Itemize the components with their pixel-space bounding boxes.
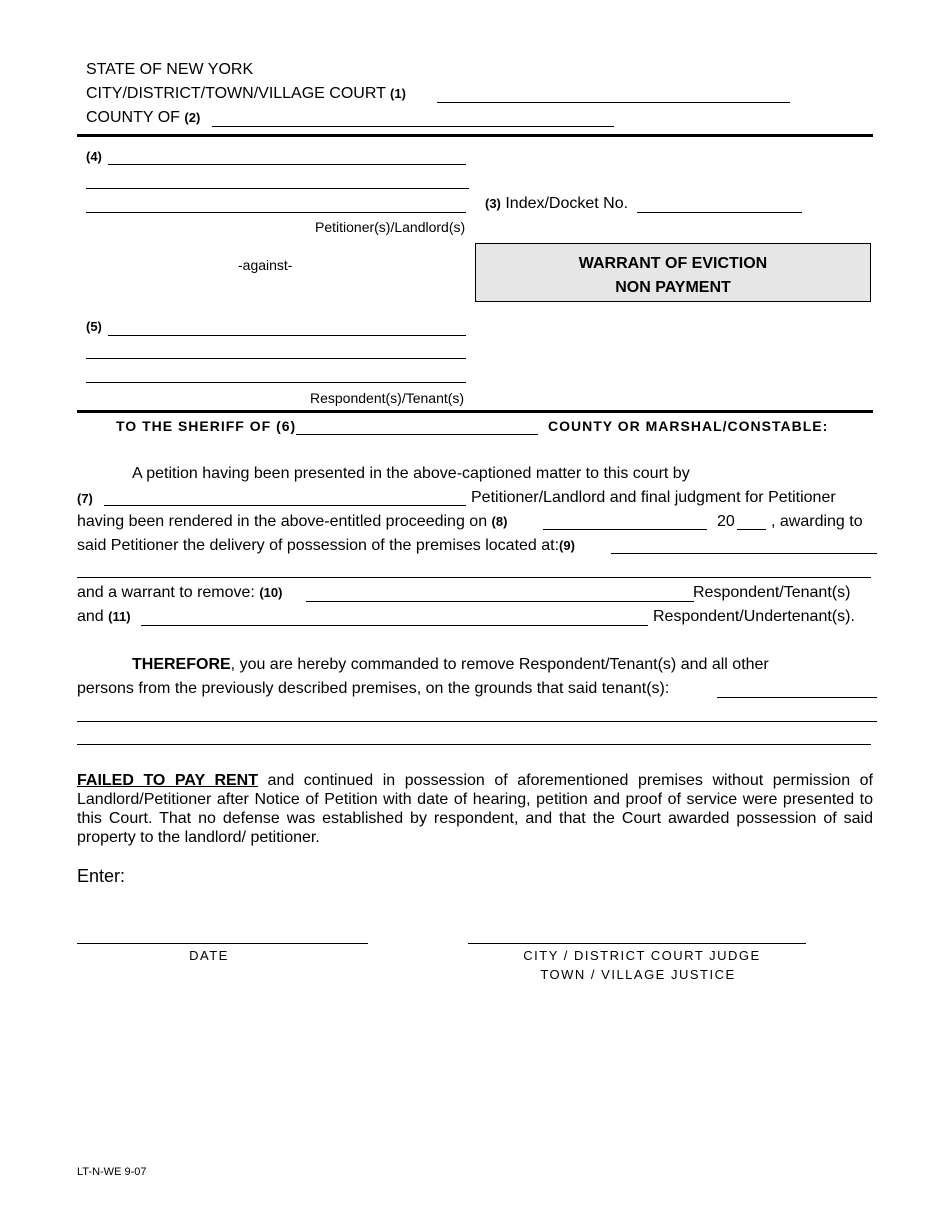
and-label: and <box>77 608 104 625</box>
field-number-3: (3) <box>485 196 501 211</box>
therefore-text: , you are hereby commanded to remove Respondent/Tenant(s) and all other <box>230 656 769 673</box>
document-title-box <box>475 243 871 302</box>
county-label: COUNTY OF <box>86 109 180 126</box>
document-subtitle: NON PAYMENT <box>615 279 731 296</box>
grounds-input-line-2[interactable] <box>77 721 877 722</box>
therefore-bold: THEREFORE <box>132 656 231 673</box>
failed-to-pay-heading: FAILED TO PAY RENT <box>77 772 258 789</box>
court-label: CITY/DISTRICT/TOWN/VILLAGE COURT <box>86 85 386 102</box>
respondent-input-line-2[interactable] <box>86 358 466 359</box>
petitioner-name-input-line[interactable] <box>104 505 466 506</box>
county-heading <box>86 109 200 127</box>
index-label: Index/Docket No. <box>505 195 629 212</box>
field-number-2: (2) <box>184 110 201 125</box>
against-label: -against- <box>238 257 293 273</box>
field-number-1: (1) <box>390 86 406 101</box>
sheriff-county-input-line[interactable] <box>296 434 538 435</box>
enter-label: Enter: <box>77 866 126 886</box>
document-title: WARRANT OF EVICTION <box>578 255 768 272</box>
persons-text: persons from the previously described premises, on the grounds that said tenant(s): <box>77 680 670 697</box>
warrant-label: and a warrant to remove: <box>77 584 255 601</box>
grounds-input-line-3[interactable] <box>77 744 871 745</box>
field-number-7: (7) <box>77 491 93 506</box>
sheriff-label: TO THE SHERIFF OF <box>116 418 272 434</box>
undertenant-input-line[interactable] <box>141 625 648 626</box>
respondent-input-line-3[interactable] <box>86 382 466 383</box>
field-number-6: (6) <box>276 418 297 434</box>
field-number-8: (8) <box>491 514 508 529</box>
year-prefix: 20 <box>717 513 735 530</box>
rendered-text <box>77 513 507 531</box>
awarding-text: , awarding to <box>771 513 863 530</box>
petitioner-input-line-3[interactable] <box>86 212 466 213</box>
warrant-text <box>77 584 282 602</box>
field-number-9: (9) <box>559 538 575 553</box>
county-input-line[interactable] <box>212 126 614 127</box>
petitioner-input-line-1[interactable] <box>108 164 466 165</box>
field-number-5: (5) <box>86 319 102 334</box>
caption-divider <box>77 410 873 413</box>
undertenant-text: Respondent/Undertenant(s). <box>653 608 855 625</box>
judge-signature-line[interactable] <box>468 943 806 944</box>
grounds-input-line-1[interactable] <box>717 697 877 698</box>
state-heading: STATE OF NEW YORK <box>86 61 254 78</box>
respondent-tenant-text: Respondent/Tenant(s) <box>693 584 851 601</box>
court-input-line[interactable] <box>437 102 790 103</box>
field-number-4: (4) <box>86 149 102 164</box>
index-input-line[interactable] <box>637 212 802 213</box>
sheriff-prefix <box>116 418 296 434</box>
failed-to-pay-text: and continued in possession of aforementioned premises without permission of Landlord/Petitioner after Notice of Petition with date of hearing, petition and proof of service were presented to this Court. That no defense was established by respondent, and that the Court awarded possession of said property to the landlord/ petitioner. <box>77 772 873 846</box>
undertenant-prefix <box>77 608 131 626</box>
court-heading <box>86 85 406 103</box>
failed-to-pay-paragraph <box>77 771 873 847</box>
field-number-11: (11) <box>108 609 131 624</box>
respondent-tenant-input-line[interactable] <box>306 601 694 602</box>
respondent-label: Respondent(s)/Tenant(s) <box>310 390 465 406</box>
premises-text <box>77 537 575 555</box>
index-docket <box>485 195 628 213</box>
header-divider <box>77 134 873 137</box>
year-input-line[interactable] <box>737 529 766 530</box>
date-signature-line[interactable] <box>77 943 368 944</box>
petitioner-label: Petitioner(s)/Landlord(s) <box>315 219 466 235</box>
field-number-10: (10) <box>259 585 283 600</box>
premises-label: said Petitioner the delivery of possession of the premises located at: <box>77 537 560 554</box>
petitioner-input-line-2[interactable] <box>86 188 469 189</box>
petition-intro: A petition having been presented in the above-captioned matter to this court by <box>132 465 690 482</box>
premises-input-line-2[interactable] <box>77 577 871 578</box>
respondent-input-line-1[interactable] <box>108 335 466 336</box>
petitioner-judgment-text: Petitioner/Landlord and final judgment for Petitioner <box>471 489 836 506</box>
sheriff-suffix: COUNTY OR MARSHAL/CONSTABLE: <box>548 418 829 434</box>
judge-label: CITY / DISTRICT COURT JUDGE <box>523 948 761 963</box>
rendered-label: having been rendered in the above-entitled proceeding on <box>77 513 488 530</box>
judgment-date-input-line[interactable] <box>543 529 707 530</box>
date-label: DATE <box>189 948 229 963</box>
premises-input-line-1[interactable] <box>611 553 877 554</box>
form-id: LT-N-WE 9-07 <box>77 1166 147 1178</box>
justice-label: TOWN / VILLAGE JUSTICE <box>540 967 736 982</box>
therefore-line <box>132 656 769 674</box>
